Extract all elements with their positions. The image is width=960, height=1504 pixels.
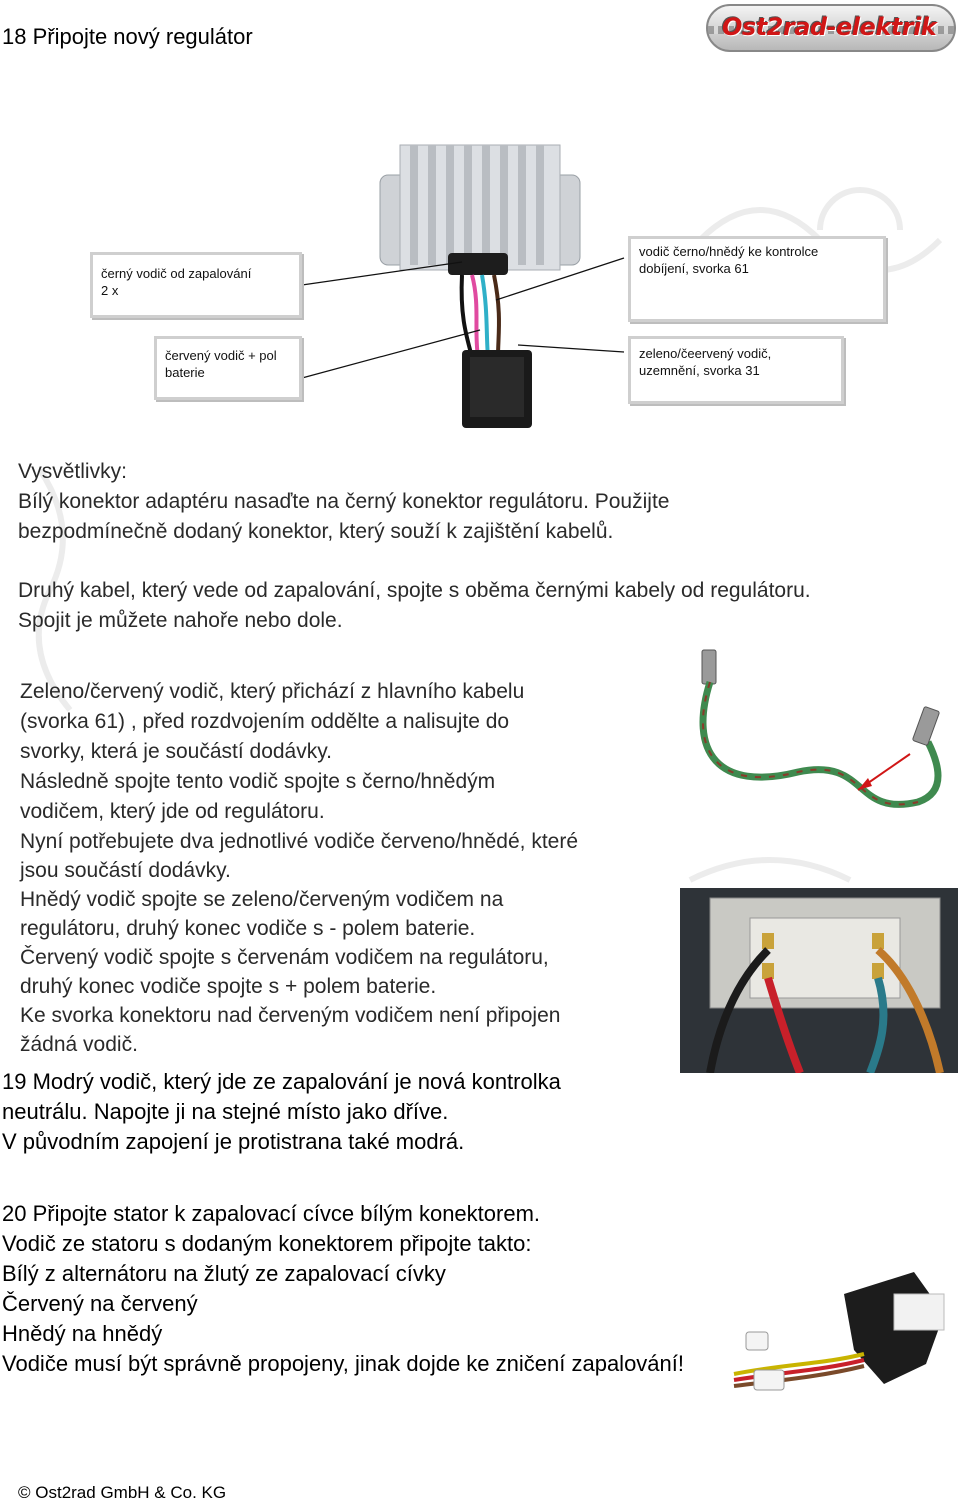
step19-line-2: neutrálu. Napojte ji na stejné místo jako dříve.: [2, 1099, 449, 1124]
footer-copyright: © Ost2rad GmbH & Co. KG: [18, 1483, 227, 1502]
brand-logo: [706, 4, 956, 52]
instruction-line-2: (svorka 61) , před rozdvojením oddělte a nalisujte do: [20, 710, 510, 733]
instruction-line-6: Nyní potřebujete dva jednotlivé vodiče červeno/hnědé, které: [20, 830, 579, 853]
wire-terminal-photo: [678, 642, 960, 842]
step20-line-3: Bílý z alternátoru na žlutý ze zapalovací cívky: [2, 1261, 446, 1286]
instruction-line-12: Ke svorka konektoru nad červeným vodičem není připojen: [20, 1004, 561, 1027]
legend-p2-line1: Druhý kabel, který vede od zapalování, spojte s oběma černými kabely od regulátoru.: [18, 579, 811, 602]
legend-p2-line2: Spojit je můžete nahoře nebo dole.: [18, 609, 343, 632]
instruction-line-9: regulátoru, druhý konec vodiče s - polem baterie.: [20, 917, 476, 940]
callout-red-wire-line1: červený vodič + pol: [165, 348, 277, 363]
instruction-line-13: žádná vodič.: [20, 1033, 138, 1056]
step20-line-1: 20 Připojte stator k zapalovací cívce bílým konektorem.: [2, 1201, 541, 1226]
instruction-line-10: Červený vodič spojte s červenám vodičem na regulátoru,: [20, 946, 549, 969]
callout-ground-wire-line1: zeleno/čeervený vodič,: [639, 346, 772, 361]
step19-line-3: V původním zapojení je protistrana také modrá.: [2, 1129, 465, 1154]
regulator-connector-photo: [680, 888, 958, 1073]
instruction-line-4: Následně spojte tento vodič spojte s černo/hnědým: [20, 770, 496, 793]
legend-section: [18, 457, 958, 636]
callout-charge-wire: [628, 236, 886, 322]
instruction-line-11: druhý konec vodiče spojte s + polem baterie.: [20, 975, 437, 998]
callout-red-wire-line2: baterie: [165, 365, 205, 380]
legend-title: Vysvětlivky:: [18, 460, 127, 483]
step20-block: [2, 1199, 684, 1379]
callout-black-wire-line1: černý vodič od zapalování: [101, 266, 252, 281]
instruction-line-1: Zeleno/červený vodič, který přichází z hlavního kabelu: [20, 680, 525, 703]
regulator-photo: [370, 135, 590, 435]
legend-p1-line2: bezpodmínečně dodaný konektor, který souží k zajištění kabelů.: [18, 520, 614, 543]
callout-charge-wire-line2: dobíjení, svorka 61: [639, 261, 749, 276]
callout-ground-wire-line2: uzemnění, svorka 31: [639, 363, 760, 378]
instruction-line-3: svorky, která je součástí dodávky.: [20, 740, 333, 763]
callout-black-wire: [90, 252, 302, 318]
step19-line-1: 19 Modrý vodič, který jde ze zapalování je nová kontrolka: [2, 1069, 561, 1094]
instructions-block: [20, 677, 670, 1059]
step20-line-5: Hnědý na hnědý: [2, 1321, 163, 1346]
instruction-line-8: Hnědý vodič spojte se zeleno/červeným vodičem na: [20, 888, 504, 911]
callout-charge-wire-line1: vodič černo/hnědý ke kontrolce: [639, 244, 819, 259]
page-title: 18 Připojte nový regulátor: [2, 24, 253, 49]
instruction-line-5: vodičem, který jde od regulátoru.: [20, 800, 325, 823]
legend-p1-line1: Bílý konektor adaptéru nasaďte na černý konektor regulátoru. Použijte: [18, 490, 670, 513]
step19-block: [2, 1067, 561, 1157]
step20-line-4: Červený na červený: [2, 1291, 198, 1316]
logo-text: Ost2rad-elektrik: [722, 13, 937, 41]
callout-black-wire-line2: 2 x: [101, 283, 119, 298]
callout-ground-wire: [628, 336, 844, 404]
step20-line-2: Vodič ze statoru s dodaným konektorem připojte takto:: [2, 1231, 532, 1256]
ignition-coil-photo: [694, 1254, 956, 1414]
callout-red-wire: [154, 336, 302, 400]
step20-line-6: Vodiče musí být správně propojeny, jinak dojde ke zničení zapalování!: [2, 1351, 684, 1376]
instruction-line-7: jsou součástí dodávky.: [20, 859, 231, 882]
